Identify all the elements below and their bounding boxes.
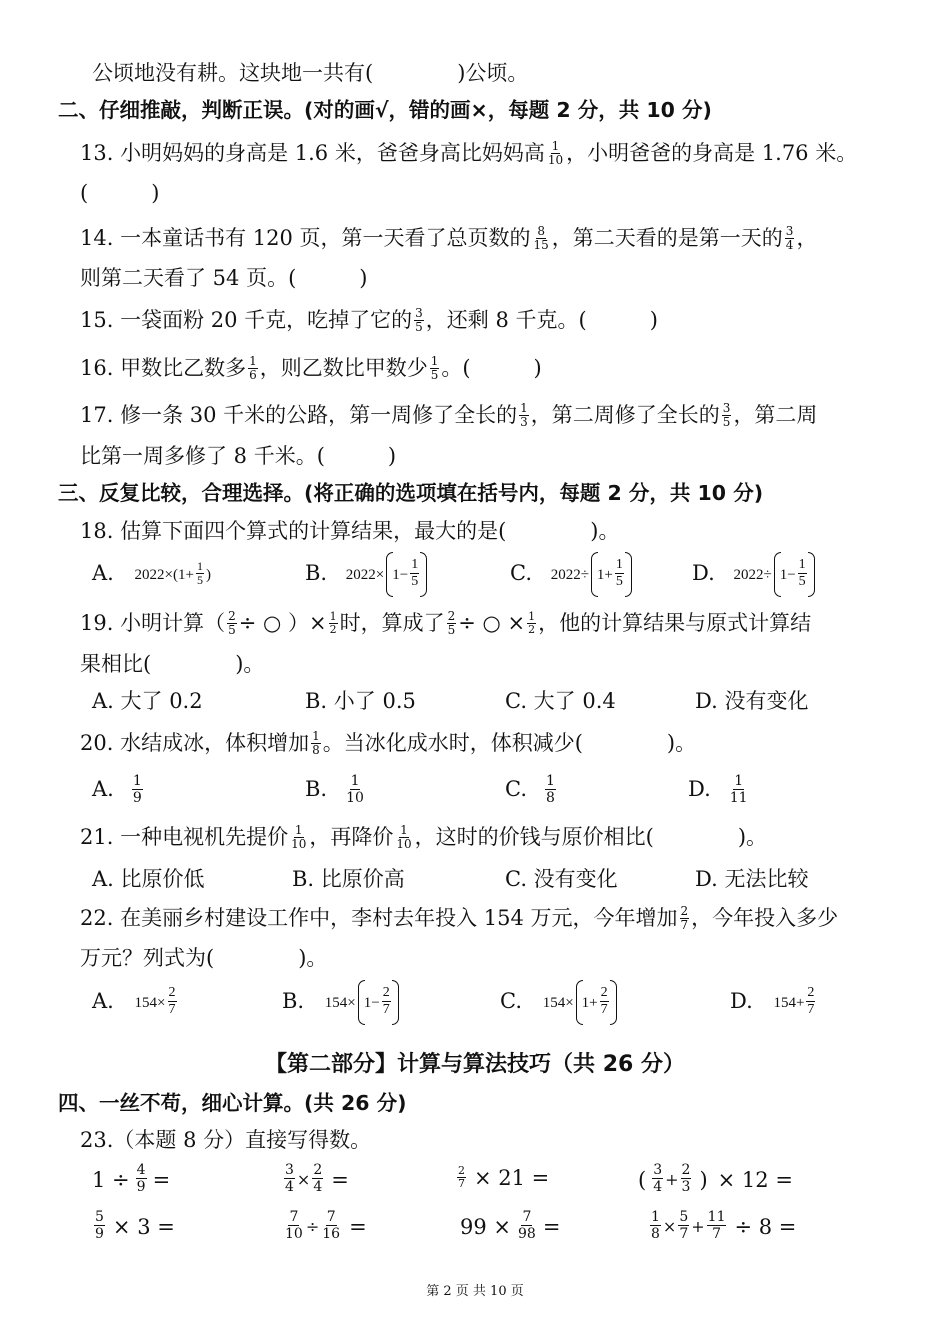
calc-1-3: $\frac{2}{7}$ × 21 = — [458, 1163, 550, 1190]
question-21: 21. 一种电视机先提价 $\frac{1}{10}$ ，再降价 $\frac{1}{10}$ ，这时的价钱与原价相比( )。 — [80, 823, 768, 851]
page-footer: 第 2 页 共 10 页 — [426, 1284, 524, 1299]
question-15: 15. 一袋面粉 20 千克，吃掉了它的 $\frac{3}{5}$ ，还剩 8 千克。( ) — [80, 306, 658, 334]
question-22-line2: 万元？列式为( )。 — [80, 946, 328, 970]
calc-1-4: ( 3 4 + $\frac{2}{3}$ ) × 12 = — [638, 1162, 793, 1195]
continued-line: 公顷地没有耕。这块地一共有( )公顷。 — [92, 61, 529, 85]
part-2-heading: 【第二部分】计算与算法技巧（共 26 分） — [265, 1052, 685, 1077]
answer-blank-13[interactable]: ( ) — [80, 181, 160, 205]
option-19-c[interactable]: C. 大了 0.4 — [505, 689, 616, 713]
calc-2-4: $\frac{1}{8}$ × $\frac{5}{7}$ + $\frac{11}{7}$ ÷ 8 = — [651, 1209, 797, 1242]
option-19-a[interactable]: A. 大了 0.2 — [92, 689, 203, 713]
question-19: 19. 小明计算（ $\frac{2}{5}$ ÷ ○ ）× $\frac{1}{2}$ 时，算成了 $\frac{2}{5}$ ÷ ○ × $\frac{1}{2}$ ，他的计算结果与原式计算结 — [80, 609, 812, 637]
calc-2-2: $\frac{7}{10}$ ÷ $\frac{7}{16}$ = — [285, 1209, 367, 1242]
fraction: $\frac{1}{10}$ — [547, 139, 564, 167]
option-19-b[interactable]: B. 小了 0.5 — [305, 689, 416, 713]
question-17: 17. 修一条 30 千米的公路，第一周修了全长的 $\frac{1}{3}$ ，第二周修了全长的 $\frac{3}{5}$ ，第二周 — [80, 401, 818, 429]
calc-1-1: 1 ÷ $\frac{4}{9}$ = — [92, 1162, 171, 1195]
option-20-b[interactable]: B. $\frac{1}{10}$ — [305, 773, 364, 806]
question-16: 16. 甲数比乙数多 $\frac{1}{6}$ ，则乙数比甲数少 $\frac{1}{5}$ 。( ) — [80, 354, 542, 382]
option-21-d[interactable]: D. 无法比较 — [695, 867, 809, 891]
option-18-d[interactable]: D. 2022 ÷ 1− $\frac{1}{5}$ — [692, 558, 812, 591]
option-20-d[interactable]: D. $\frac{1}{11}$ — [688, 773, 748, 806]
question-23: 23.（本题 8 分）直接写得数。 — [80, 1128, 372, 1152]
calc-2-1: $\frac{5}{9}$ × 3 = — [95, 1209, 175, 1242]
option-22-a[interactable]: A. 154 × $\frac{2}{7}$ — [92, 985, 176, 1017]
option-19-d[interactable]: D. 没有变化 — [695, 689, 809, 713]
option-18-c[interactable]: C. 2022 ÷ 1+ $\frac{1}{5}$ — [510, 558, 629, 591]
question-22: 22. 在美丽乡村建设工作中，李村去年投入 154 万元，今年增加 $\frac{2}{7}$ ，今年投入多少 — [80, 904, 839, 932]
calc-1-2: $\frac{3}{4}$ × $\frac{2}{4}$ = — [285, 1162, 349, 1195]
option-18-b[interactable]: B. 2022 × 1− $\frac{1}{5}$ — [305, 558, 424, 591]
question-14-line2: 则第二天看了 54 页。( ) — [80, 266, 368, 290]
section-3-heading: 三、反复比较，合理选择。(将正确的选项填在括号内，每题 2 分，共 10 分) — [58, 481, 764, 505]
option-20-c[interactable]: C. $\frac{1}{8}$ — [505, 773, 555, 806]
option-20-a[interactable]: A. $\frac{1}{9}$ — [92, 773, 142, 806]
option-21-b[interactable]: B. 比原价高 — [292, 867, 405, 891]
question-14: 14. 一本童话书有 120 页，第一天看了总页数的 $\frac{8}{15}$ ，第二天看的是第一天的 $\frac{3}{4}$ ， — [80, 224, 818, 252]
section-4-heading: 四、一丝不苟，细心计算。(共 26 分) — [58, 1091, 407, 1115]
question-20: 20. 水结成冰，体积增加 $\frac{1}{8}$ 。当冰化成水时，体积减少( )。 — [80, 729, 697, 757]
question-19-line2: 果相比( )。 — [80, 652, 265, 676]
option-22-d[interactable]: D. 154 + $\frac{2}{7}$ — [730, 985, 815, 1017]
calc-2-3: 99 × $\frac{7}{98}$ = — [460, 1209, 561, 1242]
option-22-c[interactable]: C. 154 × 1+ $\frac{2}{7}$ — [500, 986, 614, 1019]
option-21-a[interactable]: A. 比原价低 — [92, 867, 205, 891]
option-22-b[interactable]: B. 154 × 1− $\frac{2}{7}$ — [282, 986, 396, 1019]
question-17-line2: 比第一周多修了 8 千米。( ) — [80, 444, 397, 468]
option-18-a[interactable]: A. 2022 × (1+ $\frac{1}{5}$ ) — [92, 559, 211, 587]
option-21-c[interactable]: C. 没有变化 — [505, 867, 618, 891]
question-18: 18. 估算下面四个算式的计算结果，最大的是( )。 — [80, 519, 620, 543]
section-2-heading: 二、仔细推敲，判断正误。(对的画√，错的画×，每题 2 分，共 10 分) — [58, 98, 712, 122]
question-13: 13. 小明妈妈的身高是 1.6 米，爸爸身高比妈妈高 $\frac{1}{10}$ ，小明爸爸的身高是 1.76 米。 — [80, 139, 858, 167]
